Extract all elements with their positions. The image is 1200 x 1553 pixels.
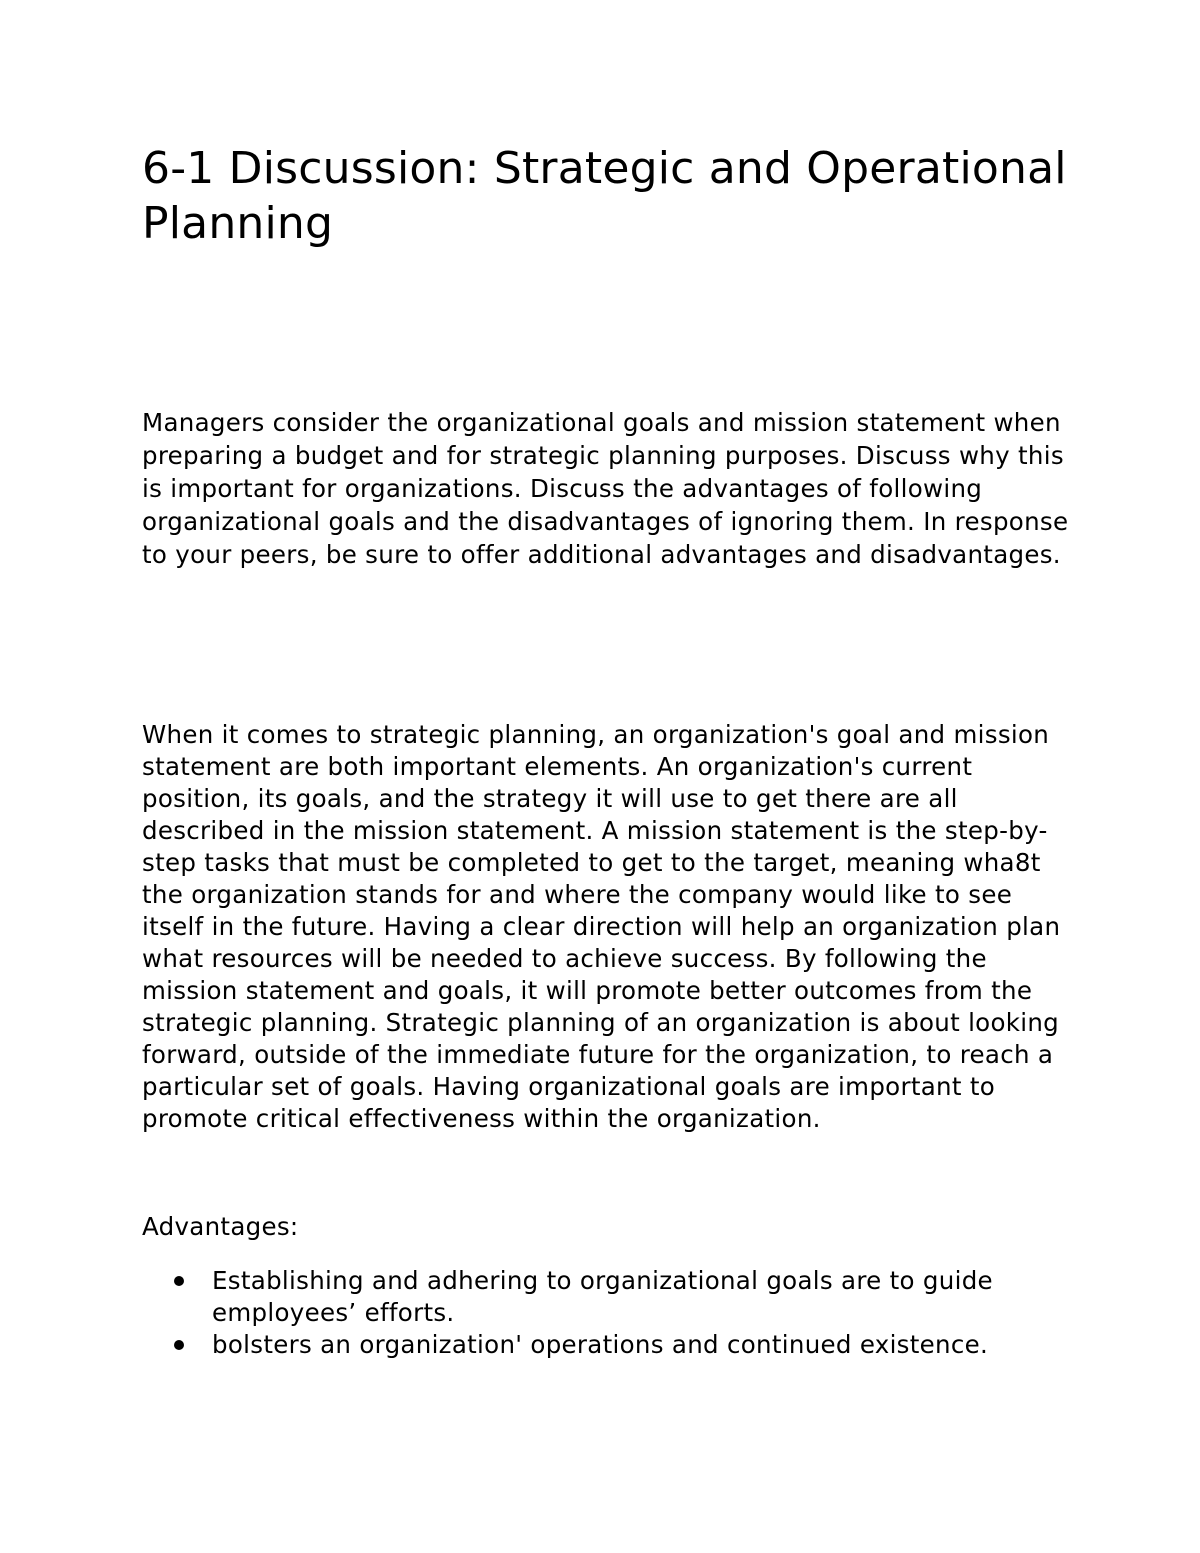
list-item — [142, 1329, 1042, 1361]
advantages-list — [142, 1265, 1042, 1361]
bullet-icon — [174, 1276, 184, 1286]
discussion-response: When it comes to strategic planning, an organization's goal and mission statement are both important elements. An organization's current position, its goals, and the strategy it will use to get there are all described in the mission statement. A mission statement is the step-by-step tasks that must be completed to get to the target, meaning wha8t the organization stands for and where the company would like to see itself in the future. Having a clear direction will help an organization plan what resources will be needed to achieve success. By following the mission statement and goals, it will promote better outcomes from the strategic planning. Strategic planning of an organization is about looking forward, outside of the immediate future for the organization, to reach a particular set of goals. Having organizational goals are important to promote critical effectiveness within the organization. — [142, 720, 1061, 1133]
bullet-icon — [174, 1340, 184, 1350]
advantages-heading: Advantages: — [142, 1212, 299, 1241]
list-item-text: Establishing and adhering to organizational goals are to guide employees’ efforts. — [212, 1266, 993, 1327]
document-title: 6-1 Discussion: Strategic and Operational Planning — [142, 143, 1067, 249]
list-item-text: bolsters an organization' operations and continued existence. — [212, 1330, 989, 1359]
list-item — [142, 1265, 1042, 1329]
discussion-prompt: Managers consider the organizational goals and mission statement when preparing a budget and for strategic planning purposes. Discuss why this is important for organizations. Discuss the advantages of following organizational goals and the disadvantages of ignoring them. In response to your peers, be sure to offer additional advantages and disadvantages. — [142, 408, 1069, 569]
